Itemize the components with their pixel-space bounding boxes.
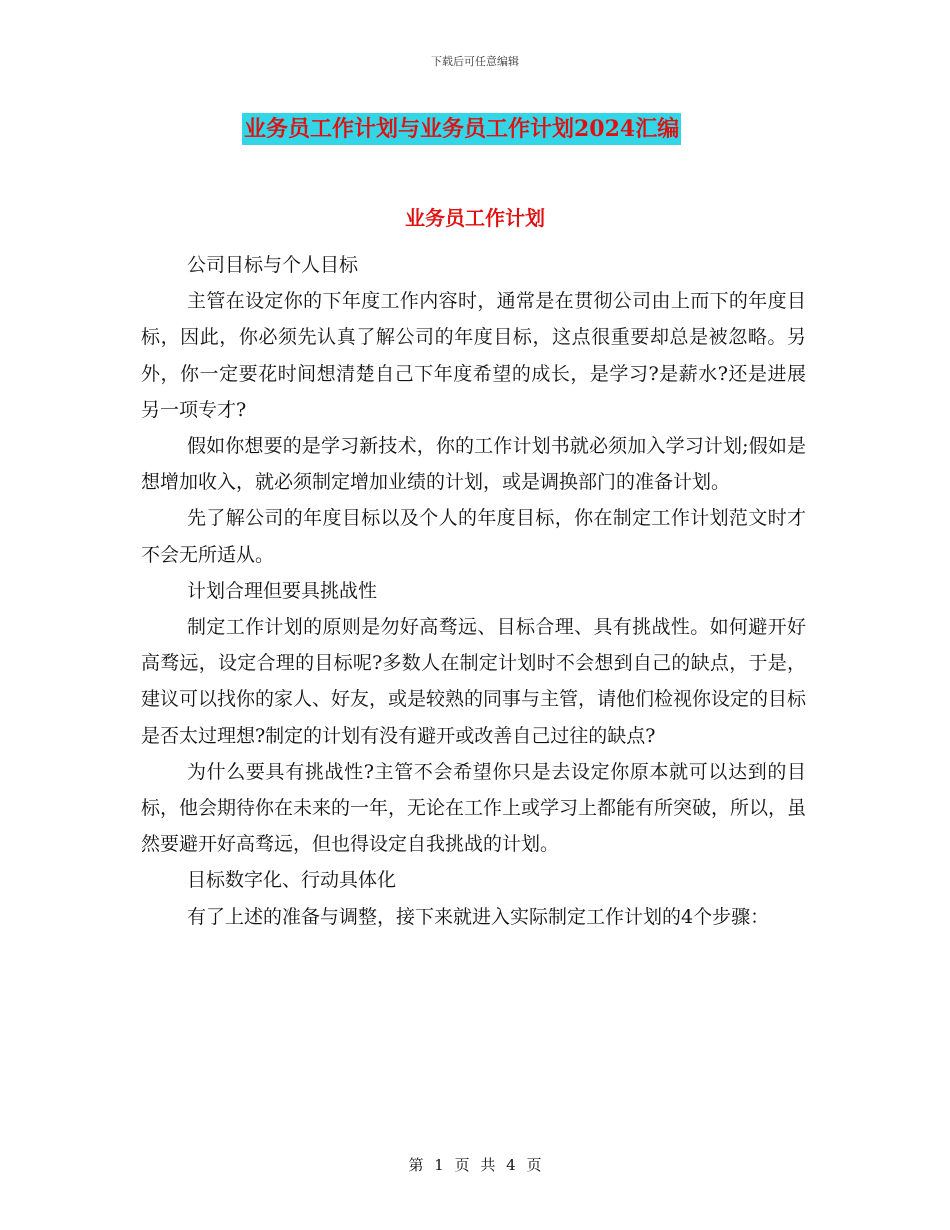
document-body bbox=[141, 247, 806, 935]
subheading-reasonable-challenging: 计划合理但要具挑战性 bbox=[187, 579, 378, 602]
paragraph: 假如你想要的是学习新技术，你的工作计划书就必须加入学习计划;假如是想增加收入，就必须制定增加业绩的计划，或是调换部门的准备计划。 bbox=[141, 435, 806, 494]
subheading-quantified-goals: 目标数字化、行动具体化 bbox=[187, 869, 397, 892]
paragraph: 主管在设定你的下年度工作内容时，通常是在贯彻公司由上而下的年度目标，因此，你必须先认真了解公司的年度目标，这点很重要却总是被忽略。另外，你一定要花时间想清楚自己下年度希望的成长，是学习?是薪水?还是进展另一项专才? bbox=[141, 290, 806, 421]
paragraph: 制定工作计划的原则是勿好高骛远、目标合理、具有挑战性。如何避开好高骛远，设定合理的目标呢?多数人在制定计划时不会想到自己的缺点，于是，建议可以找你的家人、好友，或是较熟的同事与主管，请他们检视你设定的目标是否太过理想?制定的计划有没有避开或改善自己过往的缺点? bbox=[141, 616, 807, 747]
subheading-company-personal-goals: 公司目标与个人目标 bbox=[187, 254, 359, 276]
paragraph: 先了解公司的年度目标以及个人的年度目标，你在制定工作计划范文时才不会无所适从。 bbox=[141, 507, 806, 566]
section-title: 业务员工作计划 bbox=[405, 206, 545, 230]
page-footer: 第 1 页 共 4 页 bbox=[408, 1156, 542, 1174]
header-note: 下载后可任意编辑 bbox=[431, 55, 519, 68]
document-main-title: 业务员工作计划与业务员工作计划2024汇编 bbox=[242, 113, 681, 145]
paragraph: 为什么要具有挑战性?主管不会希望你只是去设定你原本就可以达到的目标，他会期待你在未来的一年，无论在工作上或学习上都能有所突破，所以，虽然要避开好高骛远，但也得设定自我挑战的计划。 bbox=[141, 760, 807, 856]
paragraph: 有了上述的准备与调整，接下来就进入实际制定工作计划的4个步骤： bbox=[187, 905, 770, 928]
